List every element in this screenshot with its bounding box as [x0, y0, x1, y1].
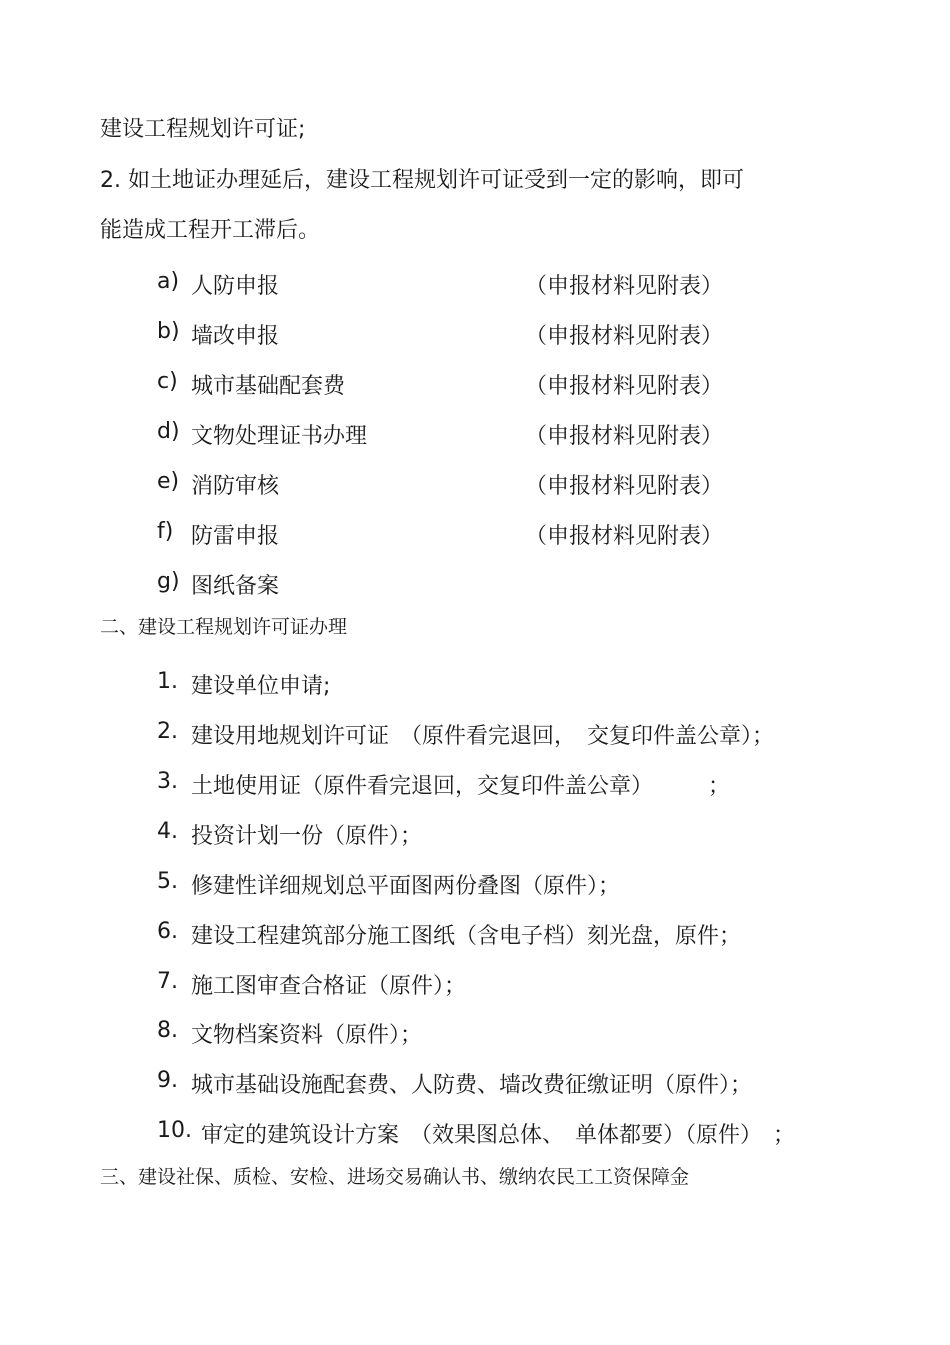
list-marker: 2. — [157, 719, 178, 744]
list-item — [0, 669, 950, 699]
section-3-heading: 三、建设社保、质检、安检、进场交易确认书、缴纳农民工工资保障金 — [100, 1166, 690, 1188]
list-marker: 8. — [157, 1018, 178, 1043]
list-item-text: 审定的建筑设计方案 （效果图总体、 单体都要）（原件） ； — [201, 1123, 796, 1148]
list-marker: b) — [157, 319, 180, 344]
list-item — [0, 869, 950, 899]
list-item — [0, 319, 950, 349]
list-marker: 3. — [157, 769, 178, 794]
intro-line-1: 建设工程规划许可证; — [100, 117, 306, 142]
list-item — [0, 369, 950, 399]
list-item-text: 防雷申报 — [191, 524, 280, 549]
list-marker: 10. — [157, 1118, 192, 1143]
list-item-text: 图纸备案 — [191, 574, 280, 599]
list-item-text: 修建性详细规划总平面图两份叠图（原件）； — [191, 874, 621, 899]
list-item — [0, 269, 950, 299]
list-item — [0, 819, 950, 849]
list-item-text: 施工图审查合格证（原件）； — [191, 974, 467, 999]
list-marker: d) — [157, 419, 180, 444]
list-marker: g) — [157, 569, 180, 594]
list-item — [0, 419, 950, 449]
list-item-text: 建设单位申请; — [191, 674, 331, 699]
list-item — [0, 1118, 950, 1148]
list-item — [0, 1018, 950, 1048]
list-item-text: 文物档案资料（原件）； — [191, 1023, 423, 1048]
list-item-text: 文物处理证书办理 — [191, 424, 368, 449]
list-item-note: （申报材料见附表） — [525, 424, 724, 449]
section-2-heading: 二、建设工程规划许可证办理 — [100, 616, 348, 638]
list-item-text: 消防审核 — [191, 474, 280, 499]
list-item-text: 城市基础配套费 — [191, 374, 346, 399]
list-item-text: 建设用地规划许可证 （原件看完退回， 交复印件盖公章）； — [191, 724, 775, 749]
intro-line-3: 能造成工程开工滞后。 — [100, 218, 321, 243]
list-marker: e) — [157, 469, 180, 494]
list-item-note: （申报材料见附表） — [525, 374, 724, 399]
list-item-text: 土地使用证（原件看完退回，交复印件盖公章） ； — [191, 774, 731, 799]
list-marker: 7. — [157, 969, 178, 994]
list-item-text: 墙改申报 — [191, 324, 280, 349]
list-item-note: （申报材料见附表） — [525, 324, 724, 349]
list-marker: f) — [157, 519, 174, 544]
list-item — [0, 469, 950, 499]
list-marker: 9. — [157, 1068, 178, 1093]
intro-line-2: 2. 如土地证办理延后，建设工程规划许可证受到一定的影响，即可 — [100, 168, 744, 193]
list-marker: 6. — [157, 919, 178, 944]
list-marker: 1. — [157, 669, 178, 694]
list-item-text: 建设工程建筑部分施工图纸（含电子档）刻光盘，原件； — [191, 924, 742, 949]
list-marker: a) — [157, 269, 180, 294]
list-marker: c) — [157, 369, 178, 394]
list-item-note: （申报材料见附表） — [525, 524, 724, 549]
list-item-note: （申报材料见附表） — [525, 274, 724, 299]
list-item-text: 城市基础设施配套费、人防费、墙改费征缴证明（原件）； — [191, 1073, 753, 1098]
list-item — [0, 969, 950, 999]
list-marker: 5. — [157, 869, 178, 894]
list-item — [0, 769, 950, 799]
list-item — [0, 719, 950, 749]
list-item — [0, 519, 950, 549]
list-item-text: 投资计划一份（原件）； — [191, 824, 423, 849]
list-item-text: 人防申报 — [191, 274, 280, 299]
list-item-note: （申报材料见附表） — [525, 474, 724, 499]
list-item — [0, 919, 950, 949]
list-marker: 4. — [157, 819, 178, 844]
list-item — [0, 569, 950, 599]
list-item — [0, 1068, 950, 1098]
